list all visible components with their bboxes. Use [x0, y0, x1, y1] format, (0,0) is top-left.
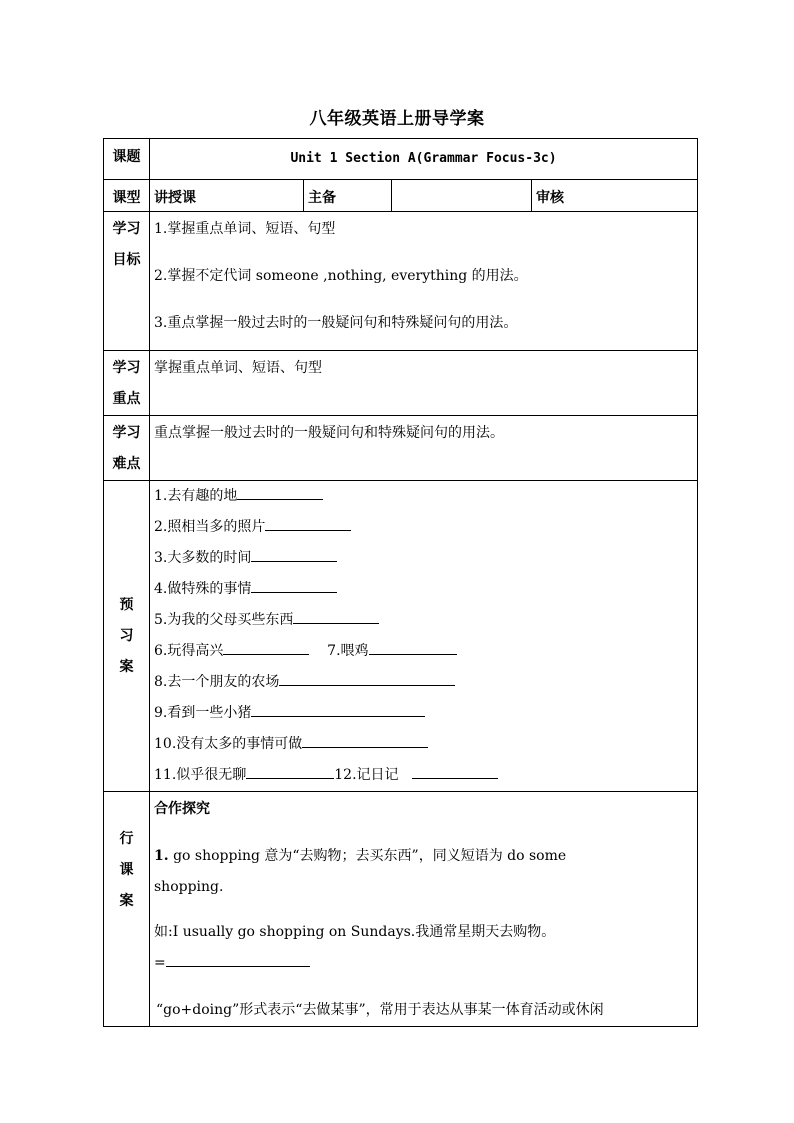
goals-label-2: 目标	[112, 252, 141, 268]
lesson-plan-table	[103, 138, 698, 1027]
difficulties-label	[104, 416, 150, 481]
preview-item: 8.去一个朋友的农场	[150, 667, 697, 698]
preview-label-3: 案	[119, 658, 134, 675]
key-points-label	[104, 351, 150, 416]
key-points-text: 掌握重点单词、短语、句型	[154, 360, 322, 376]
key-points-row	[104, 351, 698, 416]
goals-label-1: 学习	[112, 221, 141, 237]
practice-label-1: 行	[119, 831, 134, 847]
topic-value: Unit 1 Section A(Grammar Focus-3c)	[150, 139, 698, 180]
practice-label	[104, 792, 150, 1027]
preview-item: 5.为我的父母买些东西	[150, 605, 697, 636]
preview-item: 11.似乎很无聊 12.记日记	[150, 760, 697, 791]
practice-point-1: 1. go shopping 意为“去购物；去买东西”，同义短语为 do some	[154, 848, 567, 864]
difficulties-content	[150, 416, 698, 481]
review-label: 审核	[536, 190, 564, 206]
goals-content	[150, 212, 698, 351]
practice-content	[150, 792, 698, 1027]
key-points-label-2: 重点	[112, 391, 141, 407]
practice-point-1-cont: shopping.	[154, 879, 224, 895]
preview-item: 2.照相当多的照片	[150, 512, 697, 543]
preview-item: 4.做特殊的事情	[150, 574, 697, 605]
practice-note: “go+doing”形式表示“去做某事”，常用于表达从事某一体育活动或休闲	[156, 1002, 604, 1018]
type-label: 课型	[104, 180, 150, 212]
lead-value	[392, 180, 532, 212]
goals-row	[104, 212, 698, 351]
practice-example: 如:I usually go shopping on Sundays.我通常星期天去购物。	[154, 924, 556, 940]
practice-equal-line: =	[150, 948, 697, 979]
goals-label	[104, 212, 150, 351]
difficulties-label-1: 学习	[112, 425, 141, 441]
preview-item: 1.去有趣的地	[150, 481, 697, 512]
preview-row	[104, 481, 698, 792]
key-points-content	[150, 351, 698, 416]
preview-item: 6.玩得高兴 7.喂鸡	[150, 636, 697, 667]
preview-label-1: 预	[119, 596, 134, 613]
preview-item: 3.大多数的时间	[150, 543, 697, 574]
review-cell	[532, 180, 698, 212]
goal-item: 3.重点掌握一般过去时的一般疑问句和特殊疑问句的用法。	[154, 315, 518, 331]
goal-item: 2.掌握不定代词 someone ,nothing, everything 的用法。	[154, 268, 528, 284]
type-value: 讲授课	[150, 180, 304, 212]
practice-heading: 合作探究	[154, 801, 210, 817]
topic-label: 课题	[104, 139, 150, 180]
preview-item: 9.看到一些小猪	[150, 698, 697, 729]
difficulties-text: 重点掌握一般过去时的一般疑问句和特殊疑问句的用法。	[154, 425, 504, 441]
key-points-label-1: 学习	[112, 360, 141, 376]
practice-label-2: 课	[119, 862, 134, 878]
lead-label: 主备	[304, 180, 392, 212]
goal-item: 1.掌握重点单词、短语、句型	[154, 221, 336, 237]
difficulties-label-2: 难点	[112, 456, 141, 472]
preview-item: 10.没有太多的事情可做	[150, 729, 697, 760]
preview-content	[150, 481, 698, 792]
practice-label-3: 案	[119, 893, 134, 909]
practice-row	[104, 792, 698, 1027]
preview-label	[104, 481, 150, 792]
preview-label-2: 习	[119, 627, 134, 644]
page-title: 八年级英语上册导学案	[309, 109, 485, 129]
difficulties-row	[104, 416, 698, 481]
topic-row	[104, 139, 698, 180]
type-row	[104, 180, 698, 212]
